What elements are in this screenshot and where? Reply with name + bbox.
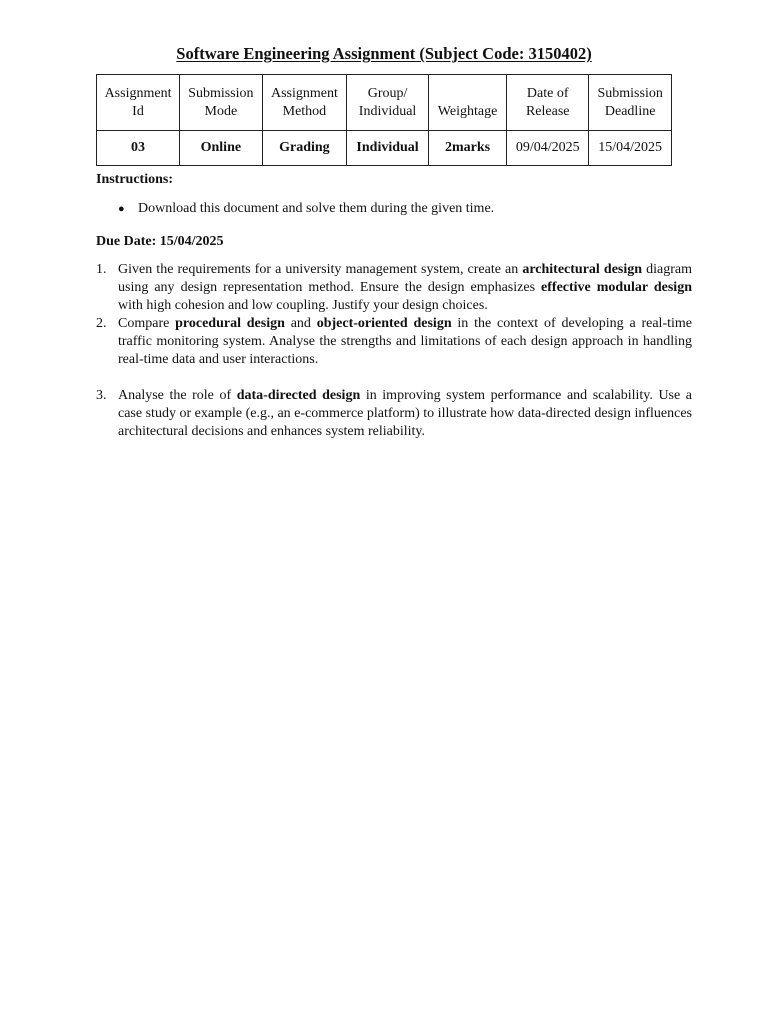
header-assignment-id [97,75,180,131]
header-group-individual [347,75,429,131]
header-weightage [428,75,506,131]
question-text [118,315,692,369]
header-submission-deadline [589,75,672,131]
question-text-emphasis: architectural design [522,262,643,277]
header-date-of-release [507,75,589,131]
cell-weightage: 2marks [428,131,506,166]
cell-assignment-method: Grading [262,131,347,166]
question-text-emphasis: data-directed design [236,388,361,403]
cell-date-of-release: 09/04/2025 [507,131,589,166]
table-header-row [97,75,672,131]
header-line: Method [282,103,327,119]
header-line: Assignment [104,85,172,101]
question-text-part: in improving system performance and scalability. Use a case study or example (e.g., an e-commerce platform) to illustrate how data-directed design influences architectural decisions and enhances system reliability. [118,388,692,439]
question-text-part: with high cohesion and low coupling. Justify your design choices. [118,298,488,313]
due-date: Due Date: 15/04/2025 [96,234,224,249]
assignment-info-table [96,74,672,166]
question-item [96,387,692,441]
document-title: Software Engineering Assignment (Subject Code: 3150402) [176,44,592,63]
cell-submission-mode: Online [180,131,263,166]
question-text-part: Compare [118,316,176,331]
cell-assignment-id: 03 [97,131,180,166]
question-item [96,315,692,369]
cell-group-individual: Individual [347,131,429,166]
question-number: 2. [96,316,107,331]
question-text-emphasis: procedural design [175,316,285,331]
header-line: Release [525,103,570,119]
question-text [118,261,692,315]
instruction-bullet [118,200,494,218]
cell-submission-deadline: 15/04/2025 [589,131,672,166]
header-line: Assignment [270,85,338,101]
table-row [97,131,672,166]
header-line: Mode [204,103,238,119]
question-text [118,387,692,441]
question-item [96,261,692,315]
question-number: 3. [96,388,107,403]
header-assignment-method [262,75,347,131]
question-text-part: and [284,316,317,331]
instruction-text: Download this document and solve them during the given time. [138,201,495,216]
header-line: Deadline [604,103,656,119]
header-line: Individual [358,103,417,119]
header-submission-mode [180,75,263,131]
header-line: Weightage [437,104,498,119]
question-number: 1. [96,262,107,277]
question-text-part: diagram using any design representation method. Ensure the design emphasizes [118,262,692,295]
header-line: Group/ [367,85,408,101]
header-line: Submission [188,85,254,101]
bullet-dot-icon: ● [118,203,125,215]
question-text-part: Given the requirements for a university management system, create an [118,262,523,277]
instructions-heading: Instructions: [96,172,174,187]
question-text-emphasis: object-oriented design [316,316,452,331]
question-text-part: in the context of developing a real-time traffic monitoring system. Analyse the strengths and limitations of each design approach in handling real-time data and user interactions. [118,316,692,367]
header-line: Id [132,103,144,119]
header-line: Submission [597,85,663,101]
question-text-emphasis: effective modular design [541,280,692,295]
header-line: Date of [526,85,569,101]
question-text-part: Analyse the role of [118,388,237,403]
